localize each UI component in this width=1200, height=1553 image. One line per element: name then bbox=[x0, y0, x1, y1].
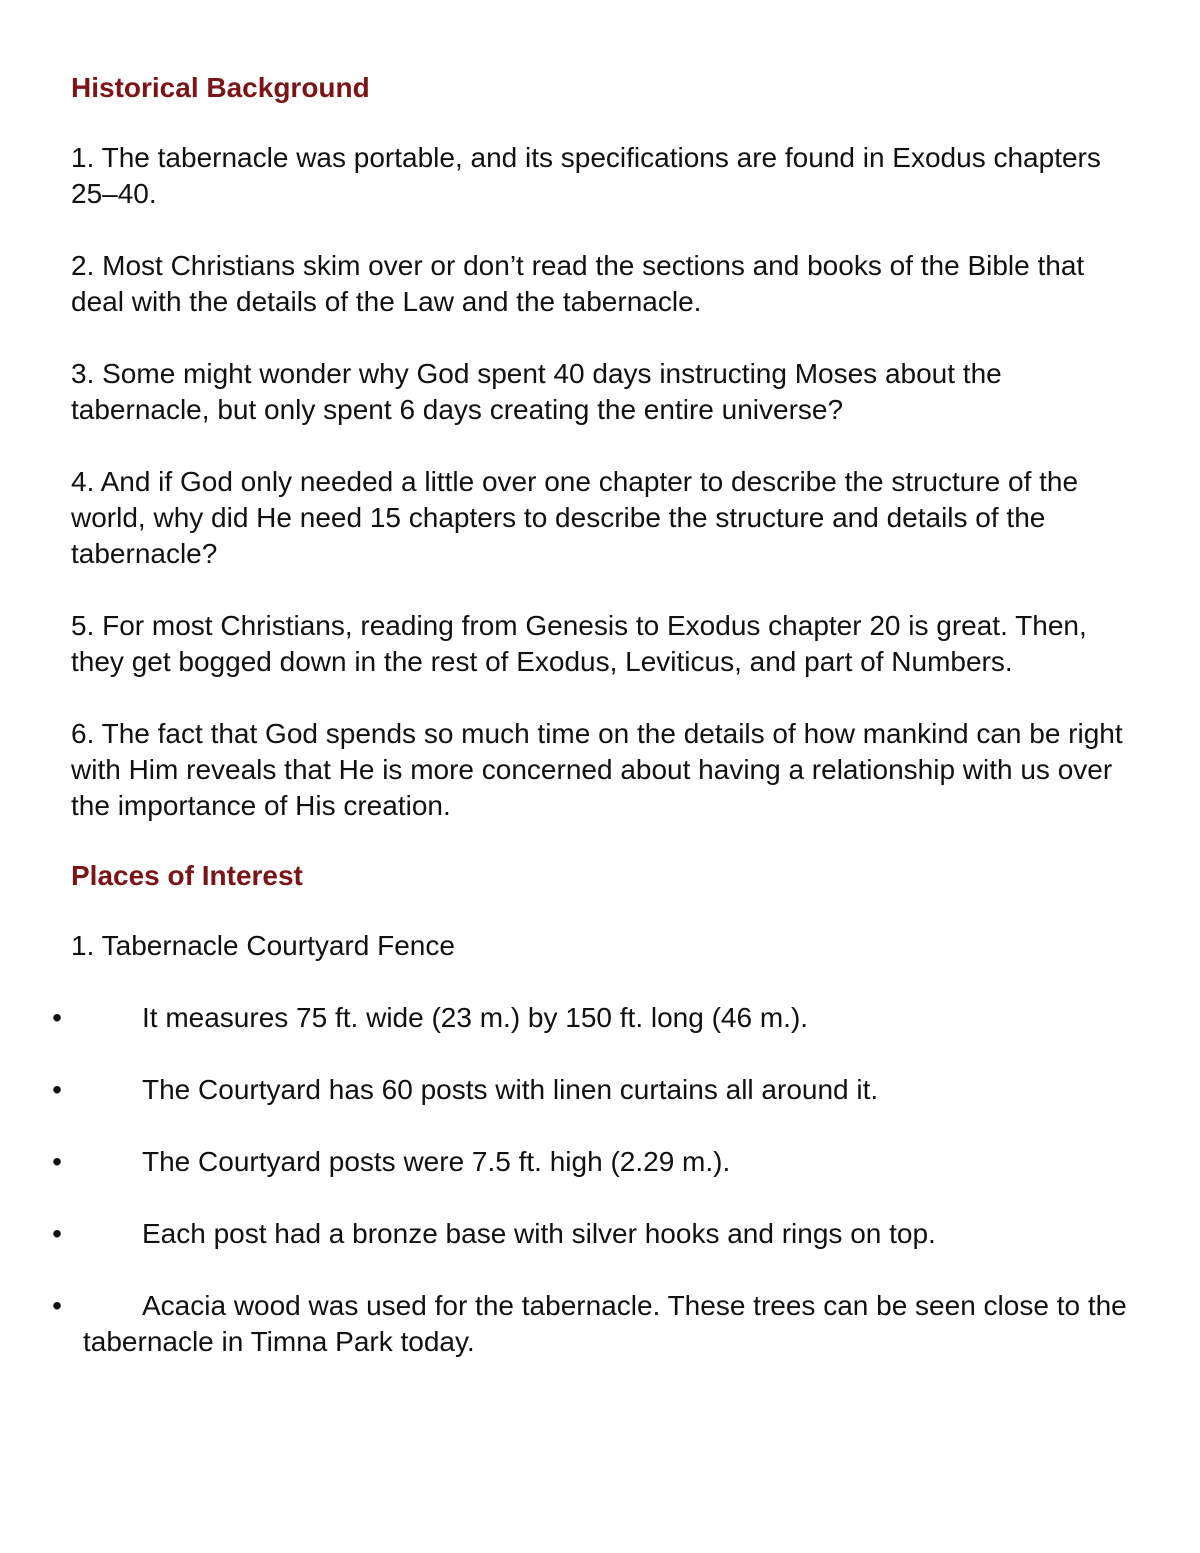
list-item-text: The Courtyard posts were 7.5 ft. high (2.29 m.). bbox=[142, 1146, 731, 1177]
list-item bbox=[52, 1216, 1141, 1252]
paragraph-2: 2. Most Christians skim over or don’t read the sections and books of the Bible that deal with the details of the Law and the tabernacle. bbox=[71, 250, 1085, 317]
list-item-text: Each post had a bronze base with silver hooks and rings on top. bbox=[142, 1218, 936, 1249]
bullet-icon: • bbox=[52, 1002, 62, 1033]
bullet-icon: • bbox=[52, 1074, 62, 1105]
paragraph-4: 4. And if God only needed a little over one chapter to describe the structure of the world, why did He need 15 chapters to describe the structure and details of the tabernacle? bbox=[71, 466, 1079, 569]
section-heading-historical-background: Historical Background bbox=[71, 72, 370, 103]
list-item bbox=[52, 1144, 1141, 1180]
paragraph-3: 3. Some might wonder why God spent 40 days instructing Moses about the tabernacle, but only spent 6 days creating the entire universe? bbox=[71, 358, 1002, 425]
paragraph-1: 1. The tabernacle was portable, and its specifications are found in Exodus chapters 25–40. bbox=[71, 142, 1101, 209]
list-item bbox=[52, 1072, 1141, 1108]
fence-facts-list bbox=[52, 1000, 1141, 1360]
paragraph-5: 5. For most Christians, reading from Genesis to Exodus chapter 20 is great. Then, they get bogged down in the rest of Exodus, Leviticus, and part of Numbers. bbox=[71, 610, 1087, 677]
bullet-icon: • bbox=[52, 1218, 62, 1249]
list-item-text: It measures 75 ft. wide (23 m.) by 150 ft. long (46 m.). bbox=[142, 1002, 809, 1033]
document-page bbox=[52, 70, 1141, 1396]
list-item bbox=[52, 1000, 1141, 1036]
place-title-courtyard-fence: 1. Tabernacle Courtyard Fence bbox=[71, 930, 455, 961]
list-item bbox=[52, 1288, 1141, 1360]
paragraph-6: 6. The fact that God spends so much time on the details of how mankind can be right with Him reveals that He is more concerned about having a relationship with us over the importance of His creation. bbox=[71, 718, 1123, 821]
section-heading-places-of-interest: Places of Interest bbox=[71, 860, 303, 891]
bullet-icon: • bbox=[52, 1146, 62, 1177]
bullet-icon: • bbox=[52, 1290, 62, 1321]
list-item-text: The Courtyard has 60 posts with linen curtains all around it. bbox=[142, 1074, 879, 1105]
list-item-text: Acacia wood was used for the tabernacle. These trees can be seen close to the tabernacle in Timna Park today. bbox=[83, 1290, 1127, 1357]
